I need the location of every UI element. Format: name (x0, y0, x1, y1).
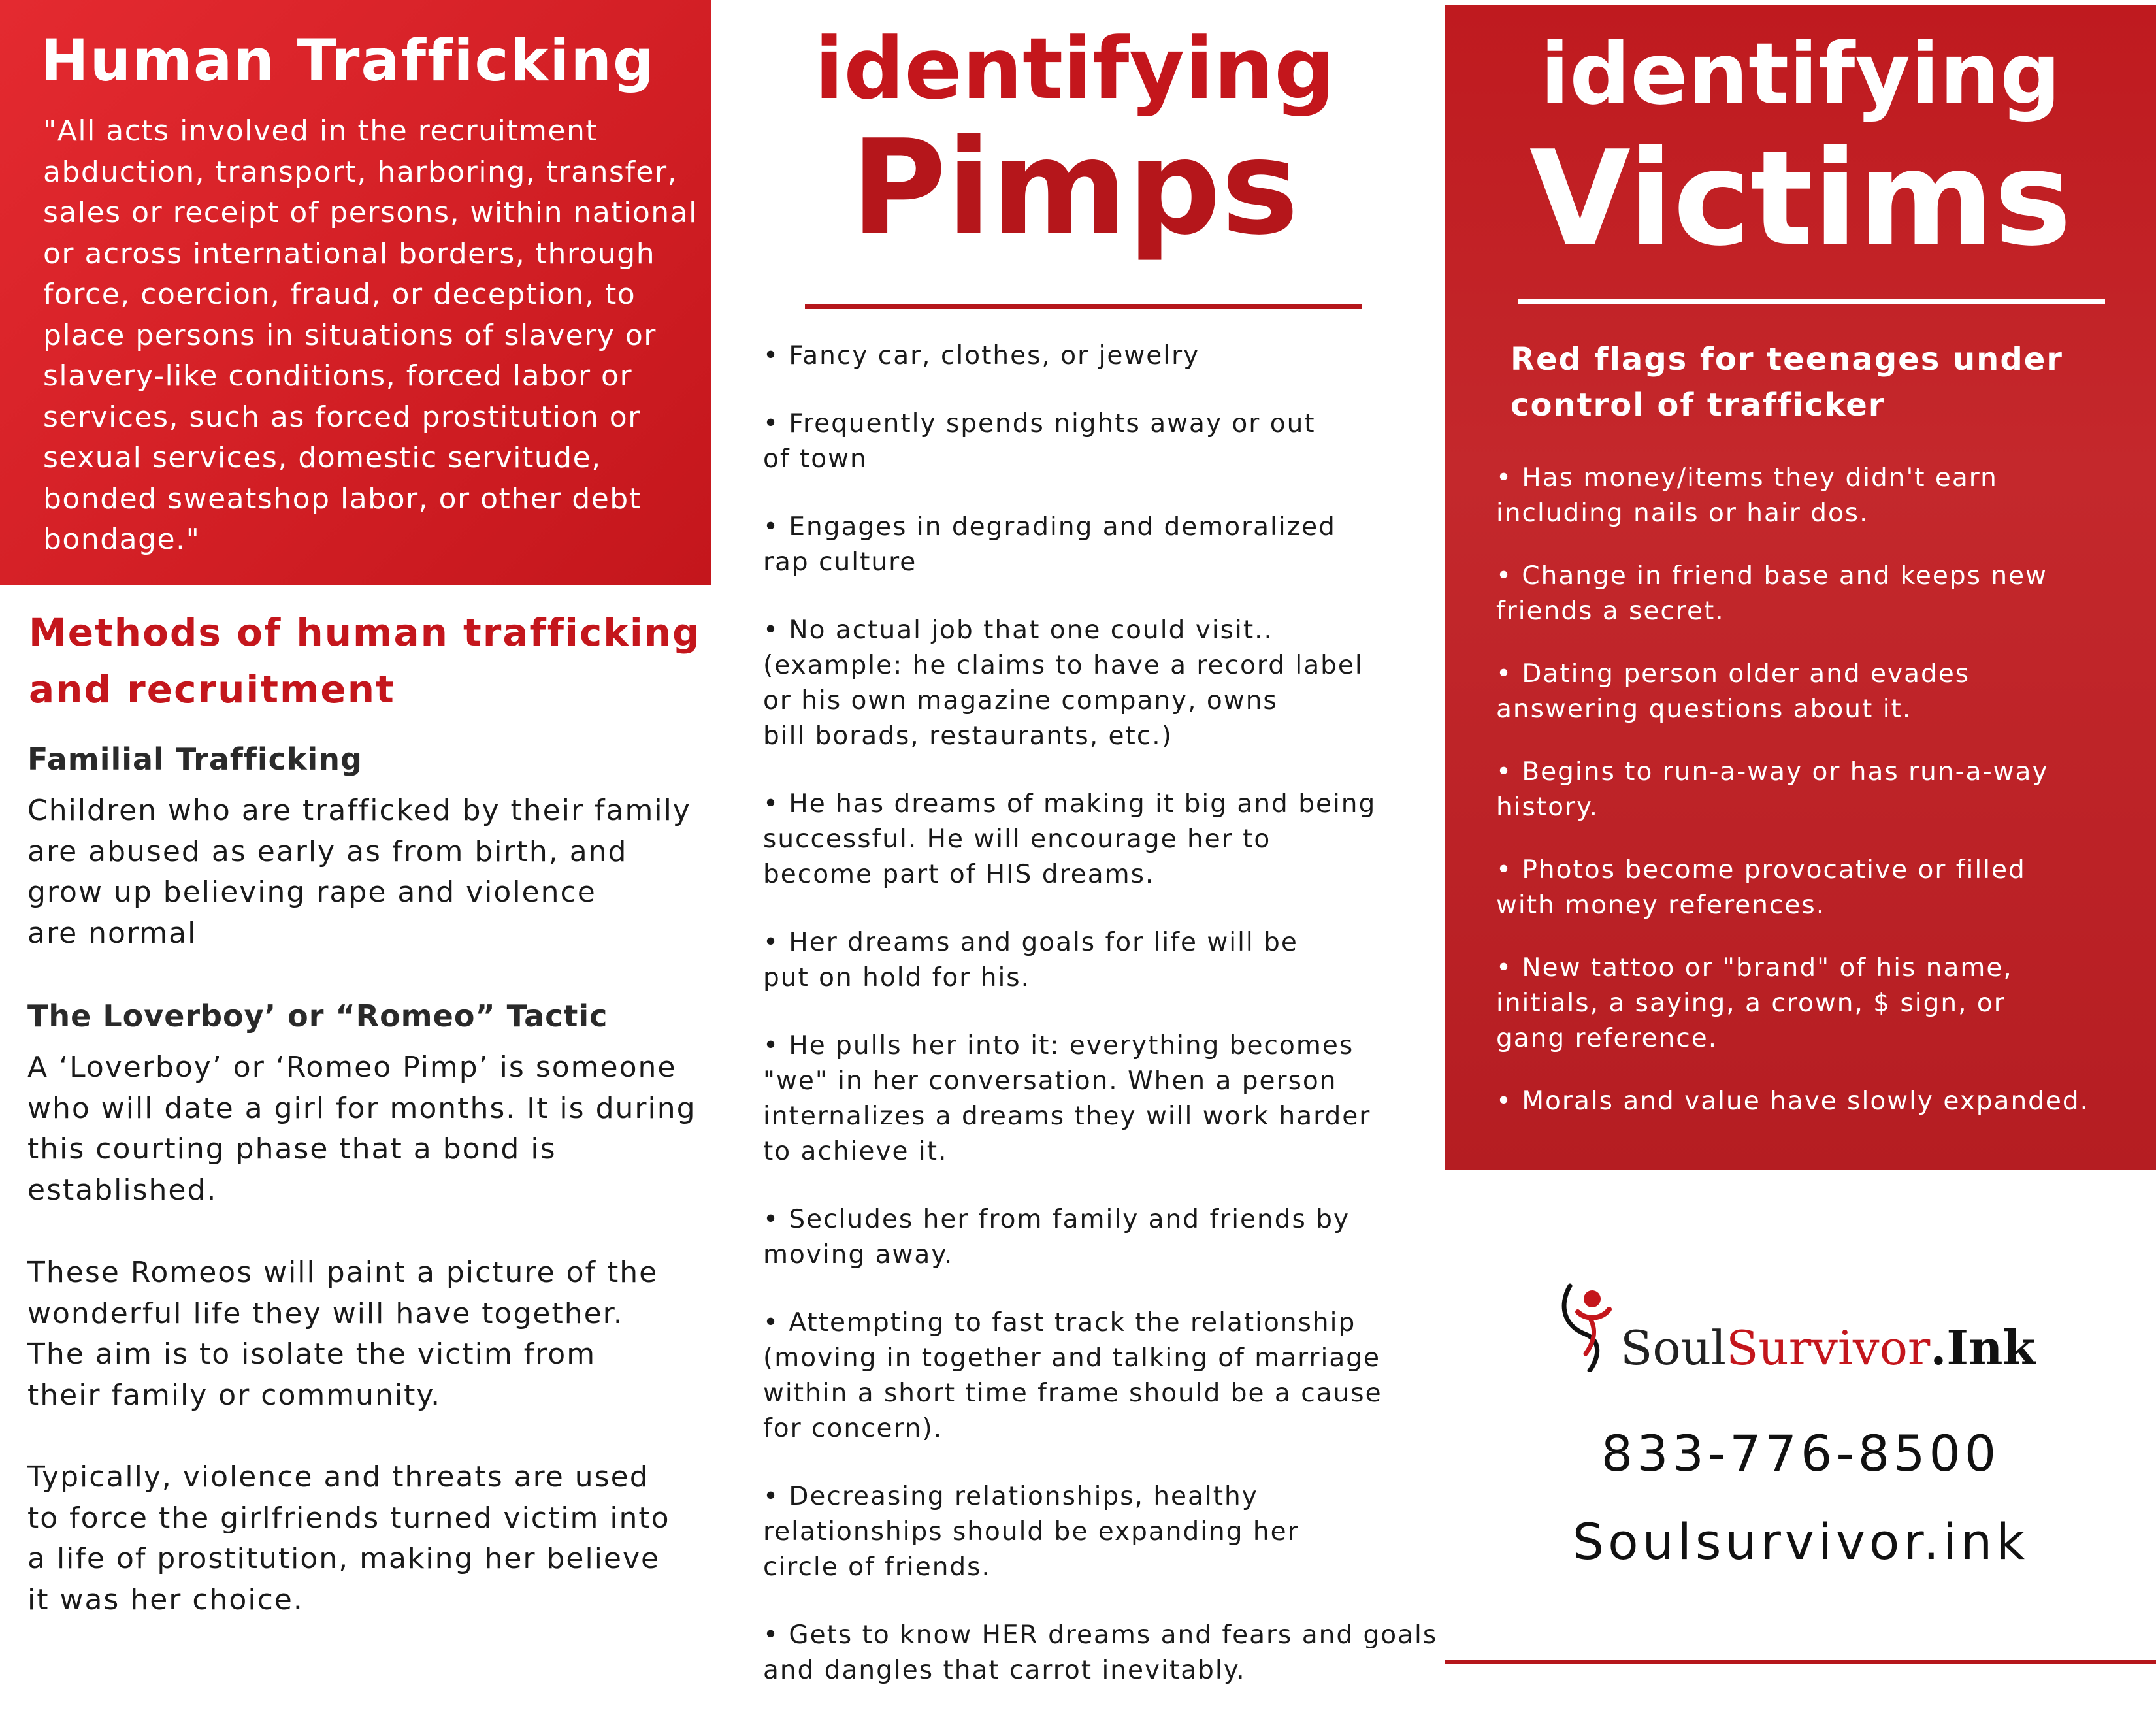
familial-trafficking-text: Children who are trafficked by their family are abused as early as from birth, and grow up believing rape and violence are normal (27, 794, 691, 950)
website-link[interactable]: Soulsurvivor.ink (1572, 1513, 2029, 1571)
human-trafficking-definition: "All acts involved in the recruitment abduction, transport, harboring, transfer, sales or receipt of persons, within national or across international borders, through force, coercion, fraud, or deception, to place persons in situations of slavery or slavery-like conditions, forced labor or services, such as forced prostitution or sexual services, domestic servitude, bonded sweatshop labor, or other debt bondage." (43, 114, 698, 556)
list-item: • Decreasing relationships, healthy relationships should be expanding her circle of friends. (763, 1479, 1449, 1585)
list-item: • Fancy car, clothes, or jewelry (763, 338, 1449, 374)
figure-logo-icon (1552, 1281, 1624, 1372)
logo-ink-text: .Ink (1930, 1320, 2036, 1375)
list-item: • Engages in degrading and demoralized rap culture (763, 510, 1449, 580)
list-item: • Dating person older and evades answering questions about it. (1496, 657, 2149, 727)
list-item: • He has dreams of making it big and being successful. He will encourage her to become part of HIS dreams. (763, 787, 1449, 893)
pimps-title: Pimps (851, 112, 1299, 264)
victims-title: Victims (1529, 123, 2072, 275)
list-item: • Change in friend base and keeps new friends a secret. (1496, 559, 2149, 629)
list-item: • Photos become provocative or filled with money references. (1496, 853, 2149, 923)
list-item: • Secludes her from family and friends by moving away. (763, 1202, 1449, 1273)
human-trafficking-title: Human Trafficking (41, 27, 656, 94)
phone-number: 833-776-8500 (1601, 1424, 2001, 1483)
victims-subtitle: Red flags for teenages under control of trafficker (1511, 341, 2063, 423)
logo-soul-text: Soul (1620, 1320, 1727, 1375)
pimps-identifying-heading: identifying (814, 19, 1335, 118)
list-item: • Her dreams and goals for life will be put on hold for his. (763, 925, 1449, 996)
list-item: • Attempting to fast track the relationship (moving in together and talking of marriage within a short time frame should be a cause for concern). (763, 1305, 1449, 1447)
list-item: • Morals and value have slowly expanded. (1496, 1084, 2149, 1119)
methods-title: Methods of human trafficking and recruitment (29, 610, 701, 712)
list-item: • Begins to run-a-way or has run-a-way history. (1496, 755, 2149, 825)
logo-wordmark (1620, 1319, 2035, 1377)
loverboy-text-3: Typically, violence and threats are used to force the girlfriends turned victim into a life of prostitution, making her believe it was her choice. (27, 1460, 670, 1616)
victims-divider (1518, 299, 2105, 304)
logo-survivor-text: Survivor (1726, 1320, 1931, 1375)
list-item: • New tattoo or "brand" of his name, initials, a saying, a crown, $ sign, or gang reference. (1496, 951, 2149, 1057)
list-item: • No actual job that one could visit.. (example: he claims to have a record label or his own magazine company, owns bill borads, restaurants, etc.) (763, 613, 1449, 754)
loverboy-text-1: A ‘Loverboy’ or ‘Romeo Pimp’ is someone who will date a girl for months. It is during this courting phase that a bond is established. (27, 1051, 696, 1207)
list-item: • Gets to know HER dreams and fears and goals and dangles that carrot inevitably. (763, 1618, 1449, 1688)
list-item: • He pulls her into it: everything becomes "we" in her conversation. When a person internalizes a dreams they will work harder to achieve it. (763, 1028, 1449, 1170)
list-item: • Frequently spends nights away or out of town (763, 406, 1449, 477)
pimps-list (763, 338, 1449, 1721)
familial-trafficking-heading: Familial Trafficking (27, 742, 363, 777)
pimps-divider (805, 304, 1362, 309)
bottom-divider (1445, 1660, 2156, 1664)
victims-list (1496, 461, 2149, 1147)
victims-identifying-heading: identifying (1540, 24, 2061, 123)
list-item: • Has money/items they didn't earn including nails or hair dos. (1496, 461, 2149, 531)
loverboy-heading: The Loverboy’ or “Romeo” Tactic (27, 998, 608, 1034)
loverboy-text-2: These Romeos will paint a picture of the wonderful life they will have together. The aim is to isolate the victim from their family or community. (27, 1256, 659, 1412)
